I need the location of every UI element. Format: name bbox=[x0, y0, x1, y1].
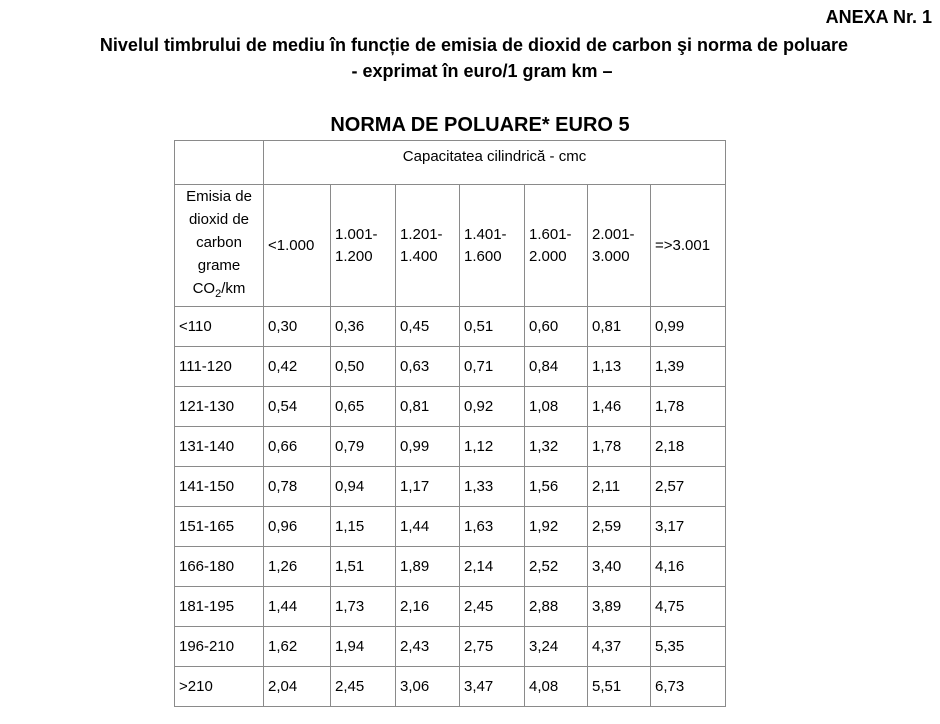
fee-value-cell: 0,78 bbox=[264, 467, 331, 507]
fee-value-cell: 1,39 bbox=[651, 347, 726, 387]
fee-value-cell: 0,99 bbox=[651, 307, 726, 347]
table-row bbox=[175, 307, 726, 347]
fee-value-cell: 0,81 bbox=[396, 387, 460, 427]
emission-header-line: grame bbox=[197, 257, 241, 274]
fee-value-cell: 1,12 bbox=[460, 427, 525, 467]
fee-value-cell: 1,46 bbox=[588, 387, 651, 427]
column-header-line: 3.000 bbox=[592, 247, 630, 265]
fee-value-cell: 3,89 bbox=[588, 587, 651, 627]
fee-value-cell: 0,71 bbox=[460, 347, 525, 387]
fee-value-cell: 0,45 bbox=[396, 307, 460, 347]
fee-value-cell: 1,56 bbox=[525, 467, 588, 507]
fee-value-cell: 5,51 bbox=[588, 667, 651, 707]
fee-value-cell: 3,40 bbox=[588, 547, 651, 587]
fee-value-cell: 1,89 bbox=[396, 547, 460, 587]
table-corner-cell bbox=[175, 141, 264, 185]
fee-value-cell: 2,45 bbox=[331, 667, 396, 707]
annex-number: ANEXA Nr. 1 bbox=[825, 7, 932, 27]
fee-value-cell: 1,63 bbox=[460, 507, 525, 547]
column-header bbox=[588, 185, 651, 307]
table-row bbox=[175, 387, 726, 427]
fee-value-cell: 3,24 bbox=[525, 627, 588, 667]
environmental-stamp-table bbox=[174, 140, 726, 707]
column-header-line: 1.600 bbox=[464, 247, 502, 265]
fee-value-cell: 2,45 bbox=[460, 587, 525, 627]
column-header bbox=[264, 185, 331, 307]
table-row bbox=[175, 587, 726, 627]
fee-value-cell: 1,78 bbox=[588, 427, 651, 467]
column-header-line: 2.000 bbox=[529, 247, 567, 265]
column-header-line: <1.000 bbox=[268, 236, 315, 254]
fee-value-cell: 0,84 bbox=[525, 347, 588, 387]
fee-value-cell: 1,13 bbox=[588, 347, 651, 387]
emission-header bbox=[175, 185, 264, 307]
fee-value-cell: 2,59 bbox=[588, 507, 651, 547]
fee-value-cell: 1,17 bbox=[396, 467, 460, 507]
column-header-line: 1.201- bbox=[400, 225, 443, 243]
table-row bbox=[175, 467, 726, 507]
fee-value-cell: 0,50 bbox=[331, 347, 396, 387]
fee-value-cell: 0,94 bbox=[331, 467, 396, 507]
fee-value-cell: 1,51 bbox=[331, 547, 396, 587]
fee-value-cell: 4,08 bbox=[525, 667, 588, 707]
emission-header-line: dioxid de bbox=[188, 211, 250, 228]
column-header bbox=[331, 185, 396, 307]
unit-per-km: /km bbox=[221, 280, 246, 297]
document-subtitle: - exprimat în euro/1 gram km – bbox=[351, 61, 613, 81]
emission-range-cell: 196-210 bbox=[175, 627, 264, 667]
table-row bbox=[175, 507, 726, 547]
fee-value-cell: 1,08 bbox=[525, 387, 588, 427]
document-title: Nivelul timbrului de mediu în funcție de emisia de dioxid de carbon şi norma de poluare bbox=[99, 35, 849, 55]
emission-range-cell: 166-180 bbox=[175, 547, 264, 587]
fee-value-cell: 1,94 bbox=[331, 627, 396, 667]
table-row bbox=[175, 667, 726, 707]
emission-range-cell: 121-130 bbox=[175, 387, 264, 427]
fee-value-cell: 1,44 bbox=[396, 507, 460, 547]
fee-value-cell: 2,52 bbox=[525, 547, 588, 587]
fee-value-cell: 1,62 bbox=[264, 627, 331, 667]
fee-value-cell: 1,26 bbox=[264, 547, 331, 587]
emission-range-cell: 141-150 bbox=[175, 467, 264, 507]
fee-value-cell: 4,75 bbox=[651, 587, 726, 627]
fee-value-cell: 5,35 bbox=[651, 627, 726, 667]
fee-value-cell: 1,33 bbox=[460, 467, 525, 507]
emission-header-line: Emisia de bbox=[186, 188, 252, 205]
emission-range-cell: <110 bbox=[175, 307, 264, 347]
column-header bbox=[525, 185, 588, 307]
unit-co: CO bbox=[192, 280, 216, 297]
fee-value-cell: 2,88 bbox=[525, 587, 588, 627]
fee-value-cell: 1,92 bbox=[525, 507, 588, 547]
fee-value-cell: 0,66 bbox=[264, 427, 331, 467]
fee-value-cell: 1,78 bbox=[651, 387, 726, 427]
fee-value-cell: 2,11 bbox=[588, 467, 651, 507]
fee-value-cell: 0,42 bbox=[264, 347, 331, 387]
column-header bbox=[396, 185, 460, 307]
table-header-row bbox=[175, 185, 726, 307]
fee-value-cell: 2,57 bbox=[651, 467, 726, 507]
column-header bbox=[460, 185, 525, 307]
fee-value-cell: 0,79 bbox=[331, 427, 396, 467]
column-header-line: 1.401- bbox=[464, 225, 507, 243]
fee-value-cell: 0,96 bbox=[264, 507, 331, 547]
emission-header-line: carbon bbox=[196, 234, 242, 251]
emission-range-cell: 181-195 bbox=[175, 587, 264, 627]
emission-range-cell: 111-120 bbox=[175, 347, 264, 387]
fee-value-cell: 1,44 bbox=[264, 587, 331, 627]
fee-value-cell: 4,16 bbox=[651, 547, 726, 587]
fee-value-cell: 0,63 bbox=[396, 347, 460, 387]
table-row bbox=[175, 627, 726, 667]
emission-range-cell: 131-140 bbox=[175, 427, 264, 467]
fee-value-cell: 0,51 bbox=[460, 307, 525, 347]
column-header-line: 1.601- bbox=[529, 225, 572, 243]
emission-range-cell: >210 bbox=[175, 667, 264, 707]
fee-value-cell: 0,65 bbox=[331, 387, 396, 427]
fee-value-cell: 0,36 bbox=[331, 307, 396, 347]
fee-value-cell: 3,17 bbox=[651, 507, 726, 547]
fee-value-cell: 2,16 bbox=[396, 587, 460, 627]
fee-value-cell: 0,54 bbox=[264, 387, 331, 427]
fee-value-cell: 0,30 bbox=[264, 307, 331, 347]
unit-subscript: 2 bbox=[215, 288, 222, 300]
fee-value-cell: 3,47 bbox=[460, 667, 525, 707]
column-header bbox=[651, 185, 726, 307]
column-header-line: 1.200 bbox=[335, 247, 373, 265]
column-header-line: 1.001- bbox=[335, 225, 378, 243]
emission-header-unit bbox=[179, 277, 259, 306]
fee-value-cell: 2,75 bbox=[460, 627, 525, 667]
capacity-header: Capacitatea cilindrică - cmc bbox=[264, 141, 726, 185]
column-header-line: =>3.001 bbox=[655, 236, 711, 254]
column-header-line: 1.400 bbox=[400, 247, 438, 265]
fee-value-cell: 6,73 bbox=[651, 667, 726, 707]
fee-value-cell: 1,32 bbox=[525, 427, 588, 467]
pollution-norm-title: NORMA DE POLUARE* EURO 5 bbox=[330, 114, 630, 136]
fee-value-cell: 0,99 bbox=[396, 427, 460, 467]
fee-value-cell: 4,37 bbox=[588, 627, 651, 667]
fee-value-cell: 2,14 bbox=[460, 547, 525, 587]
table-row bbox=[175, 347, 726, 387]
fee-value-cell: 2,18 bbox=[651, 427, 726, 467]
table-row bbox=[175, 427, 726, 467]
fee-value-cell: 0,60 bbox=[525, 307, 588, 347]
fee-value-cell: 1,15 bbox=[331, 507, 396, 547]
table-capacity-row bbox=[175, 141, 726, 185]
fee-value-cell: 1,73 bbox=[331, 587, 396, 627]
fee-value-cell: 2,04 bbox=[264, 667, 331, 707]
fee-value-cell: 3,06 bbox=[396, 667, 460, 707]
emission-range-cell: 151-165 bbox=[175, 507, 264, 547]
column-header-line: 2.001- bbox=[592, 225, 635, 243]
fee-value-cell: 2,43 bbox=[396, 627, 460, 667]
fee-value-cell: 0,92 bbox=[460, 387, 525, 427]
table-row bbox=[175, 547, 726, 587]
fee-value-cell: 0,81 bbox=[588, 307, 651, 347]
